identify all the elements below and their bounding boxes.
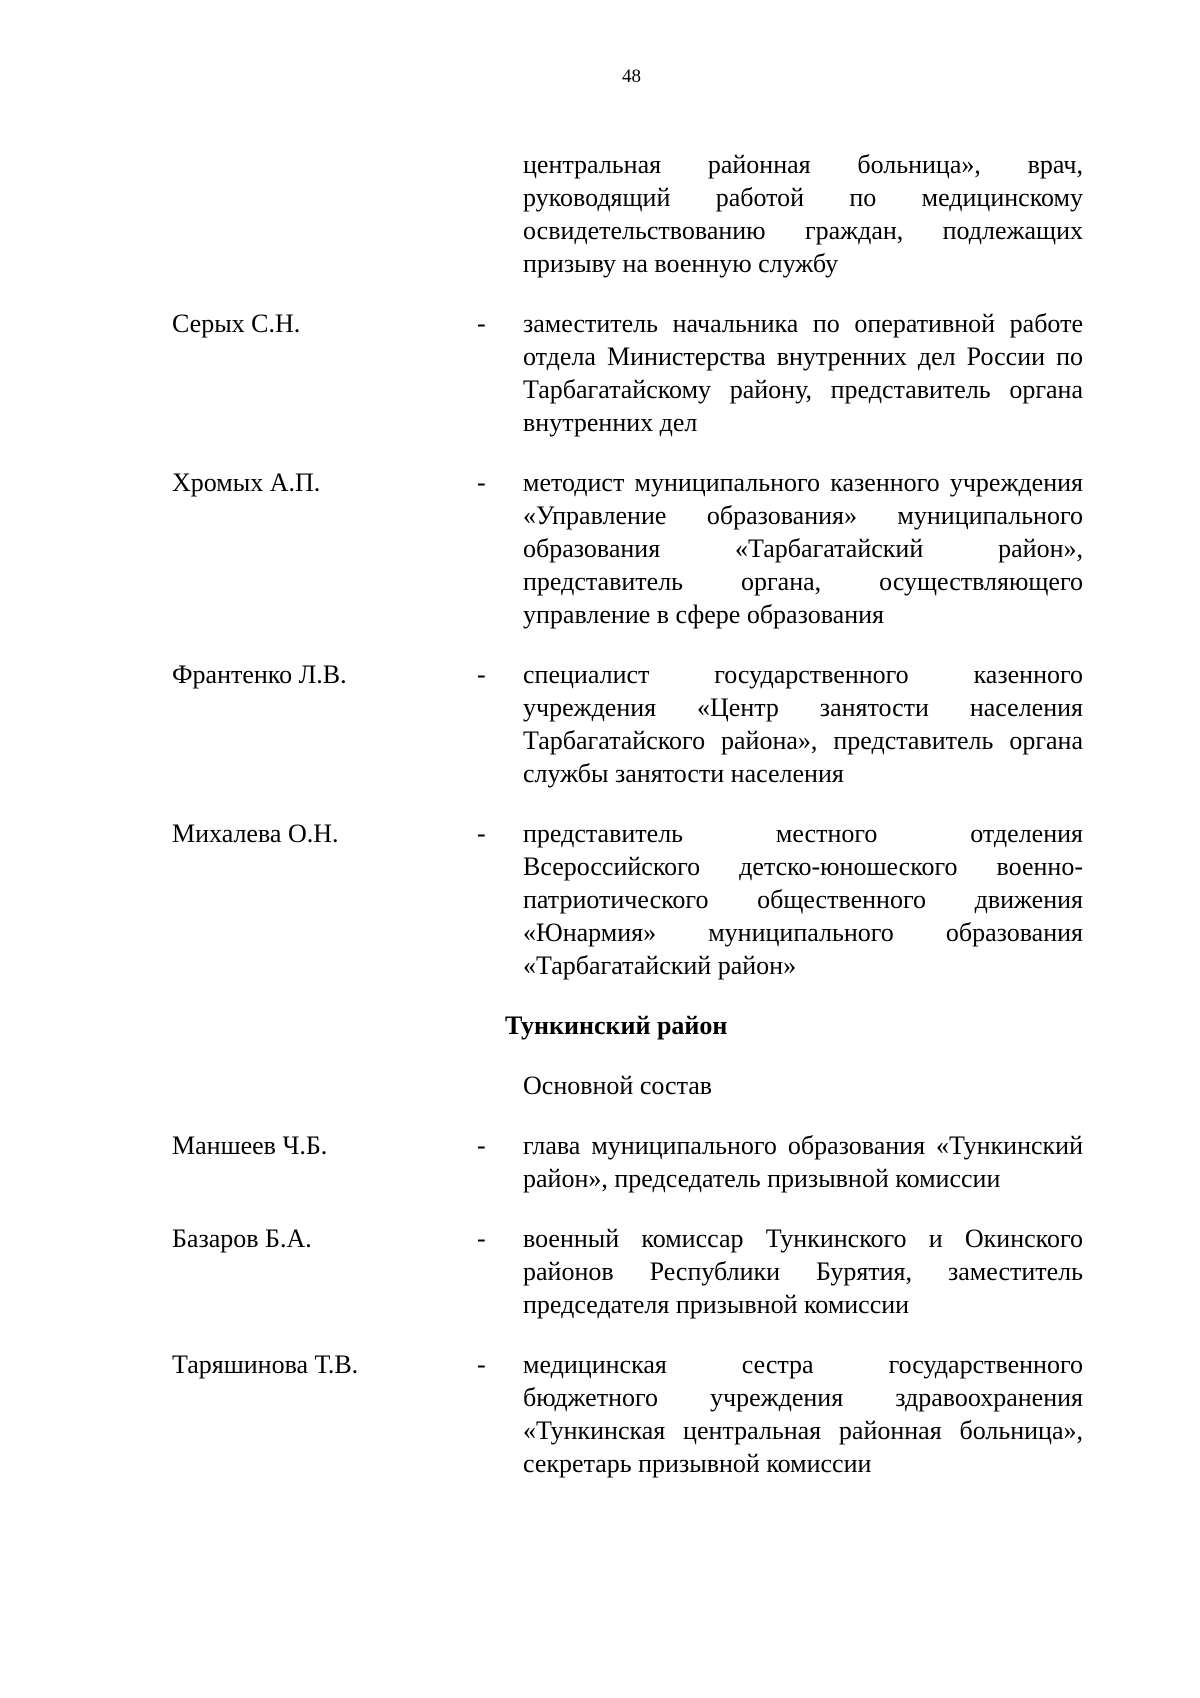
member-description: представитель местного отделения Всероссийского детско-юношеского военно-патриотического общественного движения «Юнармия» муниципального образования «Тарбагатайский район» [523,819,1083,980]
document-body [0,148,1200,1480]
member-description: специалист государственного казенного учреждения «Центр занятости населения Тарбагатайского района», представитель органа службы занятости населения [523,660,1083,788]
member-name: Хромых А.П. [172,468,321,497]
continuation-entry [0,148,1200,280]
member-description: заместитель начальника по оперативной работе отдела Министерства внутренних дел России по Тарбагатайскому району, представитель органа внутренних дел [523,309,1083,437]
member-dash: - [477,309,486,338]
member-name: Серых С.Н. [172,309,301,338]
member-entry [0,1348,1200,1480]
member-description: военный комиссар Тункинского и Окинского районов Республики Бурятия, заместитель председателя призывной комиссии [523,1224,1083,1319]
member-entry [0,466,1200,631]
member-dash: - [477,660,486,689]
section-title: Тункинский район [505,1011,728,1040]
member-dash: - [477,819,486,848]
member-entry [0,307,1200,439]
member-description: глава муниципального образования «Тункинский район», председатель призывной комиссии [523,1131,1083,1193]
member-dash: - [477,1131,486,1160]
member-name: Базаров Б.А. [172,1224,312,1253]
member-name: Маншеев Ч.Б. [172,1131,328,1160]
member-entry [0,658,1200,790]
member-description: методист муниципального казенного учреждения «Управление образования» муниципального образования «Тарбагатайский район», представитель органа, осуществляющего управление в сфере образования [523,468,1083,629]
section-subtitle: Основной состав [523,1071,713,1100]
continuation-text: центральная районная больница», врач, руководящий работой по медицинскому освидетельствованию граждан, подлежащих призыву на военную службу [523,150,1083,278]
member-dash: - [477,1224,486,1253]
member-description: медицинская сестра государственного бюджетного учреждения здравоохранения «Тункинская центральная районная больница», секретарь призывной комиссии [523,1350,1083,1478]
member-entry [0,1129,1200,1195]
member-dash: - [477,1350,486,1379]
member-dash: - [477,468,486,497]
member-name: Михалева О.Н. [172,819,339,848]
page-number: 48 [622,66,641,87]
member-name: Таряшинова Т.В. [172,1350,359,1379]
member-entry [0,817,1200,982]
member-entry [0,1222,1200,1321]
member-name: Франтенко Л.В. [172,660,347,689]
